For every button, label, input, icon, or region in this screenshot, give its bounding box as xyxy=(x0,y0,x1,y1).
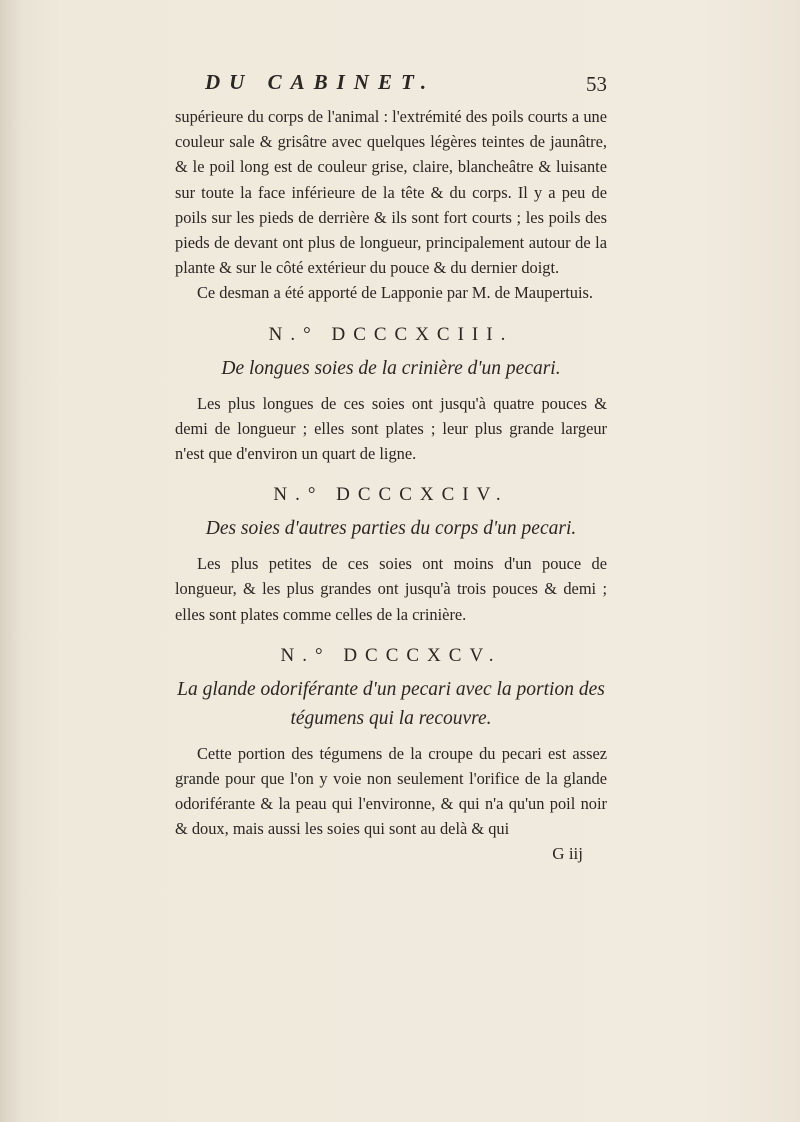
provenance-paragraph: Ce desman a été apporté de Lapponie par M. de Maupertuis. xyxy=(197,283,593,303)
entry-title-893: De longues soies de la crinière d'un pecari. xyxy=(221,357,561,379)
entry-text-894: Les plus petites de ces soies ont moins d'un pouce de longueur, & les plus grandes ont jusqu'à trois pouces & demi ; elles sont plates comme celles de la crinière. xyxy=(175,554,607,624)
entry-title-894: Des soies d'autres parties du corps d'un pecari. xyxy=(205,518,577,540)
running-head xyxy=(175,70,607,104)
entry-text-893: Les plus longues de ces soies ont jusqu'à quatre pouces & demi de longueur ; elles sont plates ; leur plus grande largeur n'est que d'environ un quart de ligne. xyxy=(175,393,607,464)
entry-number-893: N.° DCCCXCIII. xyxy=(268,323,514,345)
entry-text-895: Cette portion des tégumens de la croupe du pecari est assez grande pour que l'on y voie non seulement l'orifice de la glande odoriférante & la peau qui l'environne, & qui n'a qu'un poil noir & doux, mais aussi les soies qui sont au delà & qui xyxy=(175,743,607,839)
entry-number-895: N.° DCCCXCV. xyxy=(280,644,502,666)
entry-number-894: N.° DCCCXCIV. xyxy=(273,484,509,506)
running-title: DU CABINET. xyxy=(205,70,436,94)
text-block xyxy=(175,70,607,866)
entry-title-895: La glande odoriférante d'un pecari avec la portion des tégumens qui la recouvre. xyxy=(177,678,605,729)
page-number: 53 xyxy=(586,72,607,96)
signature-mark: G iij xyxy=(552,843,583,863)
intro-paragraph: supérieure du corps de l'animal : l'extrémité des poils courts a une couleur sale & grisâtre avec quelques légères teintes de jaunâtre, & le poil long est de couleur grise, claire, blancheâtre & luisante sur toute la face inférieure de la tête & du corps. Il y a peu de poils sur les pieds de derrière & ils sont fort courts ; les poils des pieds de devant ont plus de longueur, principalement autour de la plante & sur le côté extérieur du pouce & du dernier doigt. xyxy=(175,107,607,278)
